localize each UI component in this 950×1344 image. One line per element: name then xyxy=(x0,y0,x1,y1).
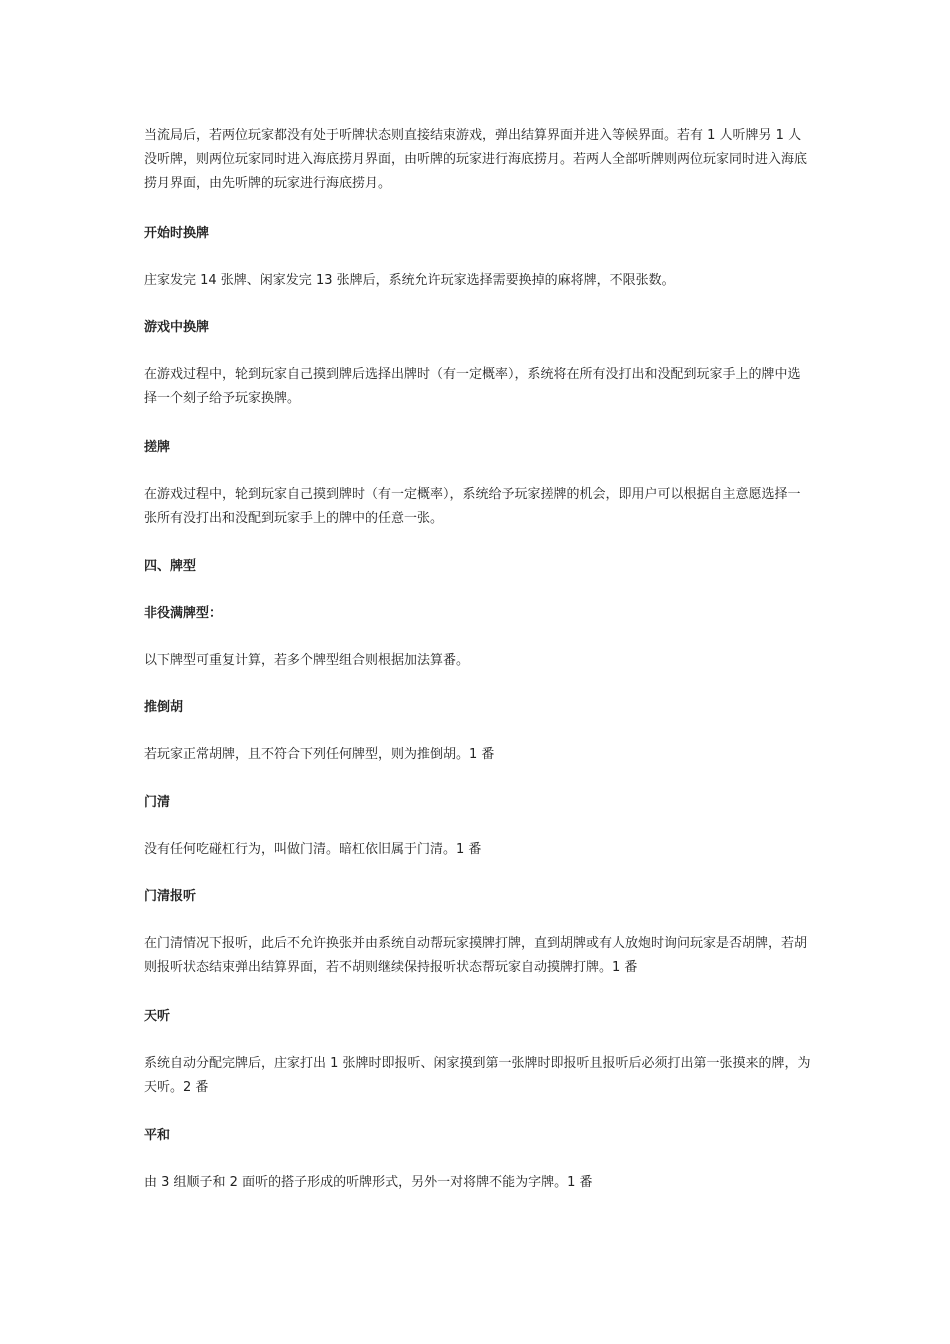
heading-tuidaohu: 推倒胡 xyxy=(144,700,184,715)
paragraph-tianting: 系统自动分配完牌后，庄家打出 1 张牌时即报听、闲家摸到第一张牌时即报听且报听后必须打出第一张摸来的牌，为天听。2 番 xyxy=(144,1056,811,1095)
heading-menqing: 门清 xyxy=(144,795,171,810)
paragraph-non-yakuman: 以下牌型可重复计算，若多个牌型组合则根据加法算番。 xyxy=(144,653,470,668)
heading-menqing-baoting: 门清报听 xyxy=(144,889,197,904)
heading-ingame-swap: 游戏中换牌 xyxy=(144,320,210,335)
paragraph-start-swap: 庄家发完 14 张牌、闲家发完 13 张牌后，系统允许玩家选择需要换掉的麻将牌，不限张数。 xyxy=(144,273,675,288)
paragraph-liuju: 当流局后，若两位玩家都没有处于听牌状态则直接结束游戏，弹出结算界面并进入等候界面。若有 1 人听牌另 1 人没听牌，则两位玩家同时进入海底捞月界面，由听牌的玩家进行海底捞月。若两人全部听牌则两位玩家同时进入海底捞月界面，由先听牌的玩家进行海底捞月。 xyxy=(144,128,808,191)
paragraph-tuidaohu: 若玩家正常胡牌，且不符合下列任何牌型，则为推倒胡。1 番 xyxy=(144,747,495,762)
paragraph-ingame-swap: 在游戏过程中，轮到玩家自己摸到牌后选择出牌时（有一定概率），系统将在所有没打出和没配到玩家手上的牌中选择一个刻子给予玩家换牌。 xyxy=(144,367,801,406)
heading-cuopai: 搓牌 xyxy=(144,440,171,455)
heading-pinghe: 平和 xyxy=(144,1128,171,1143)
heading-start-swap: 开始时换牌 xyxy=(144,226,210,241)
heading-non-yakuman: 非役满牌型： xyxy=(144,606,223,621)
paragraph-pinghe: 由 3 组顺子和 2 面听的搭子形成的听牌形式，另外一对将牌不能为字牌。1 番 xyxy=(144,1175,593,1190)
paragraph-cuopai: 在游戏过程中，轮到玩家自己摸到牌时（有一定概率），系统给予玩家搓牌的机会，即用户可以根据自主意愿选择一张所有没打出和没配到玩家手上的牌中的任意一张。 xyxy=(144,487,801,526)
heading-section-4: 四、牌型 xyxy=(144,559,197,574)
heading-tianting: 天听 xyxy=(144,1009,171,1024)
paragraph-menqing-baoting: 在门清情况下报听，此后不允许换张并由系统自动帮玩家摸牌打牌，直到胡牌或有人放炮时询问玩家是否胡牌，若胡则报听状态结束弹出结算界面，若不胡则继续保持报听状态帮玩家自动摸牌打牌。1 番 xyxy=(144,936,808,975)
paragraph-menqing: 没有任何吃碰杠行为，叫做门清。暗杠依旧属于门清。1 番 xyxy=(144,842,482,857)
